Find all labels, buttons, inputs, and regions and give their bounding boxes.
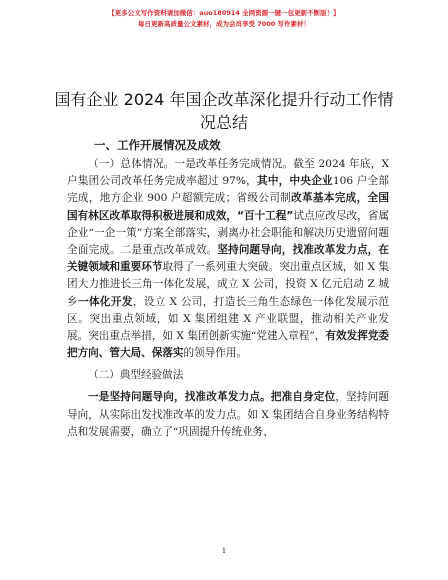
promo-banner-line-1: 【更多公文写作资料请加微信：auo180914 全网资源一键一包更新不断版！】 — [108, 9, 340, 17]
text-run-1: ，坚持问题导向，从实际出发找准改革的发力点。如 X 集团结合自身业务结构特点和发展需要，确立了“巩固提升传统业务、 — [67, 391, 390, 438]
document-body — [67, 156, 389, 441]
bold-run-7: 一体化开发 — [77, 295, 133, 308]
paragraph-typical-experience — [67, 389, 389, 441]
text-run-10: 的领导作用。 — [183, 347, 248, 360]
section-heading-1: 一、工作开展情况及成效 — [94, 138, 221, 152]
bold-run-0: 一是坚持问题导向，找准改革发力点。把准自身定位 — [88, 391, 336, 404]
promo-banner — [0, 8, 448, 30]
bold-run-3: 改革基本完成，全国国有林区改革取得积极进展和成效，“百十工程” — [67, 192, 389, 222]
paragraph-overall-situation — [67, 156, 389, 362]
section-heading-2: （二）典型经验做法 — [88, 369, 184, 382]
bold-run-9: 有效发挥党委把方向、管大局、保落实 — [67, 330, 390, 360]
promo-banner-line-2: 每日更新高质量公文素材，成为会员享受 7000 写作素材！ — [137, 20, 311, 28]
page-number: 1 — [221, 546, 227, 555]
bold-run-1: 其中，中央企业 — [257, 175, 333, 188]
bold-run-5: 坚持问题导向，找准改革发力点，在关键领域和重要环节 — [67, 244, 390, 274]
text-run-6: 取得了一系列重大突破。突出重点区域，如 X 集团大力推进长三角一体化发展，成立 X 公司，投资 X 亿元启动 Z 城乡 — [67, 261, 389, 308]
text-run-2: 106 户全部完成，地方企业 900 户超额完成；省级公司制 — [67, 175, 389, 205]
text-run-0: （一）总体情况。一是改革任务完成情况。截至 2024 年底，X 户集团公司改革任务完成率超过 97%， — [67, 158, 389, 188]
text-run-8: ，设立 X 公司，打造长三角生态绿色一体化发展示范区。突出重点领域，如 X 集团组建 X 产业联盟，推动相关产业发展。突出重点举措，如 X 集团创新实施“党建入章程”， — [67, 295, 390, 343]
text-run-4: 试点应改尽改，省属企业“一企一策”方案全部落实，剥离办社会职能和解决历史遗留问题全面完成。二是重点改革成效。 — [67, 209, 389, 257]
document-title: 国有企业 2024 年国企改革深化提升行动工作情况总结 — [54, 90, 394, 132]
